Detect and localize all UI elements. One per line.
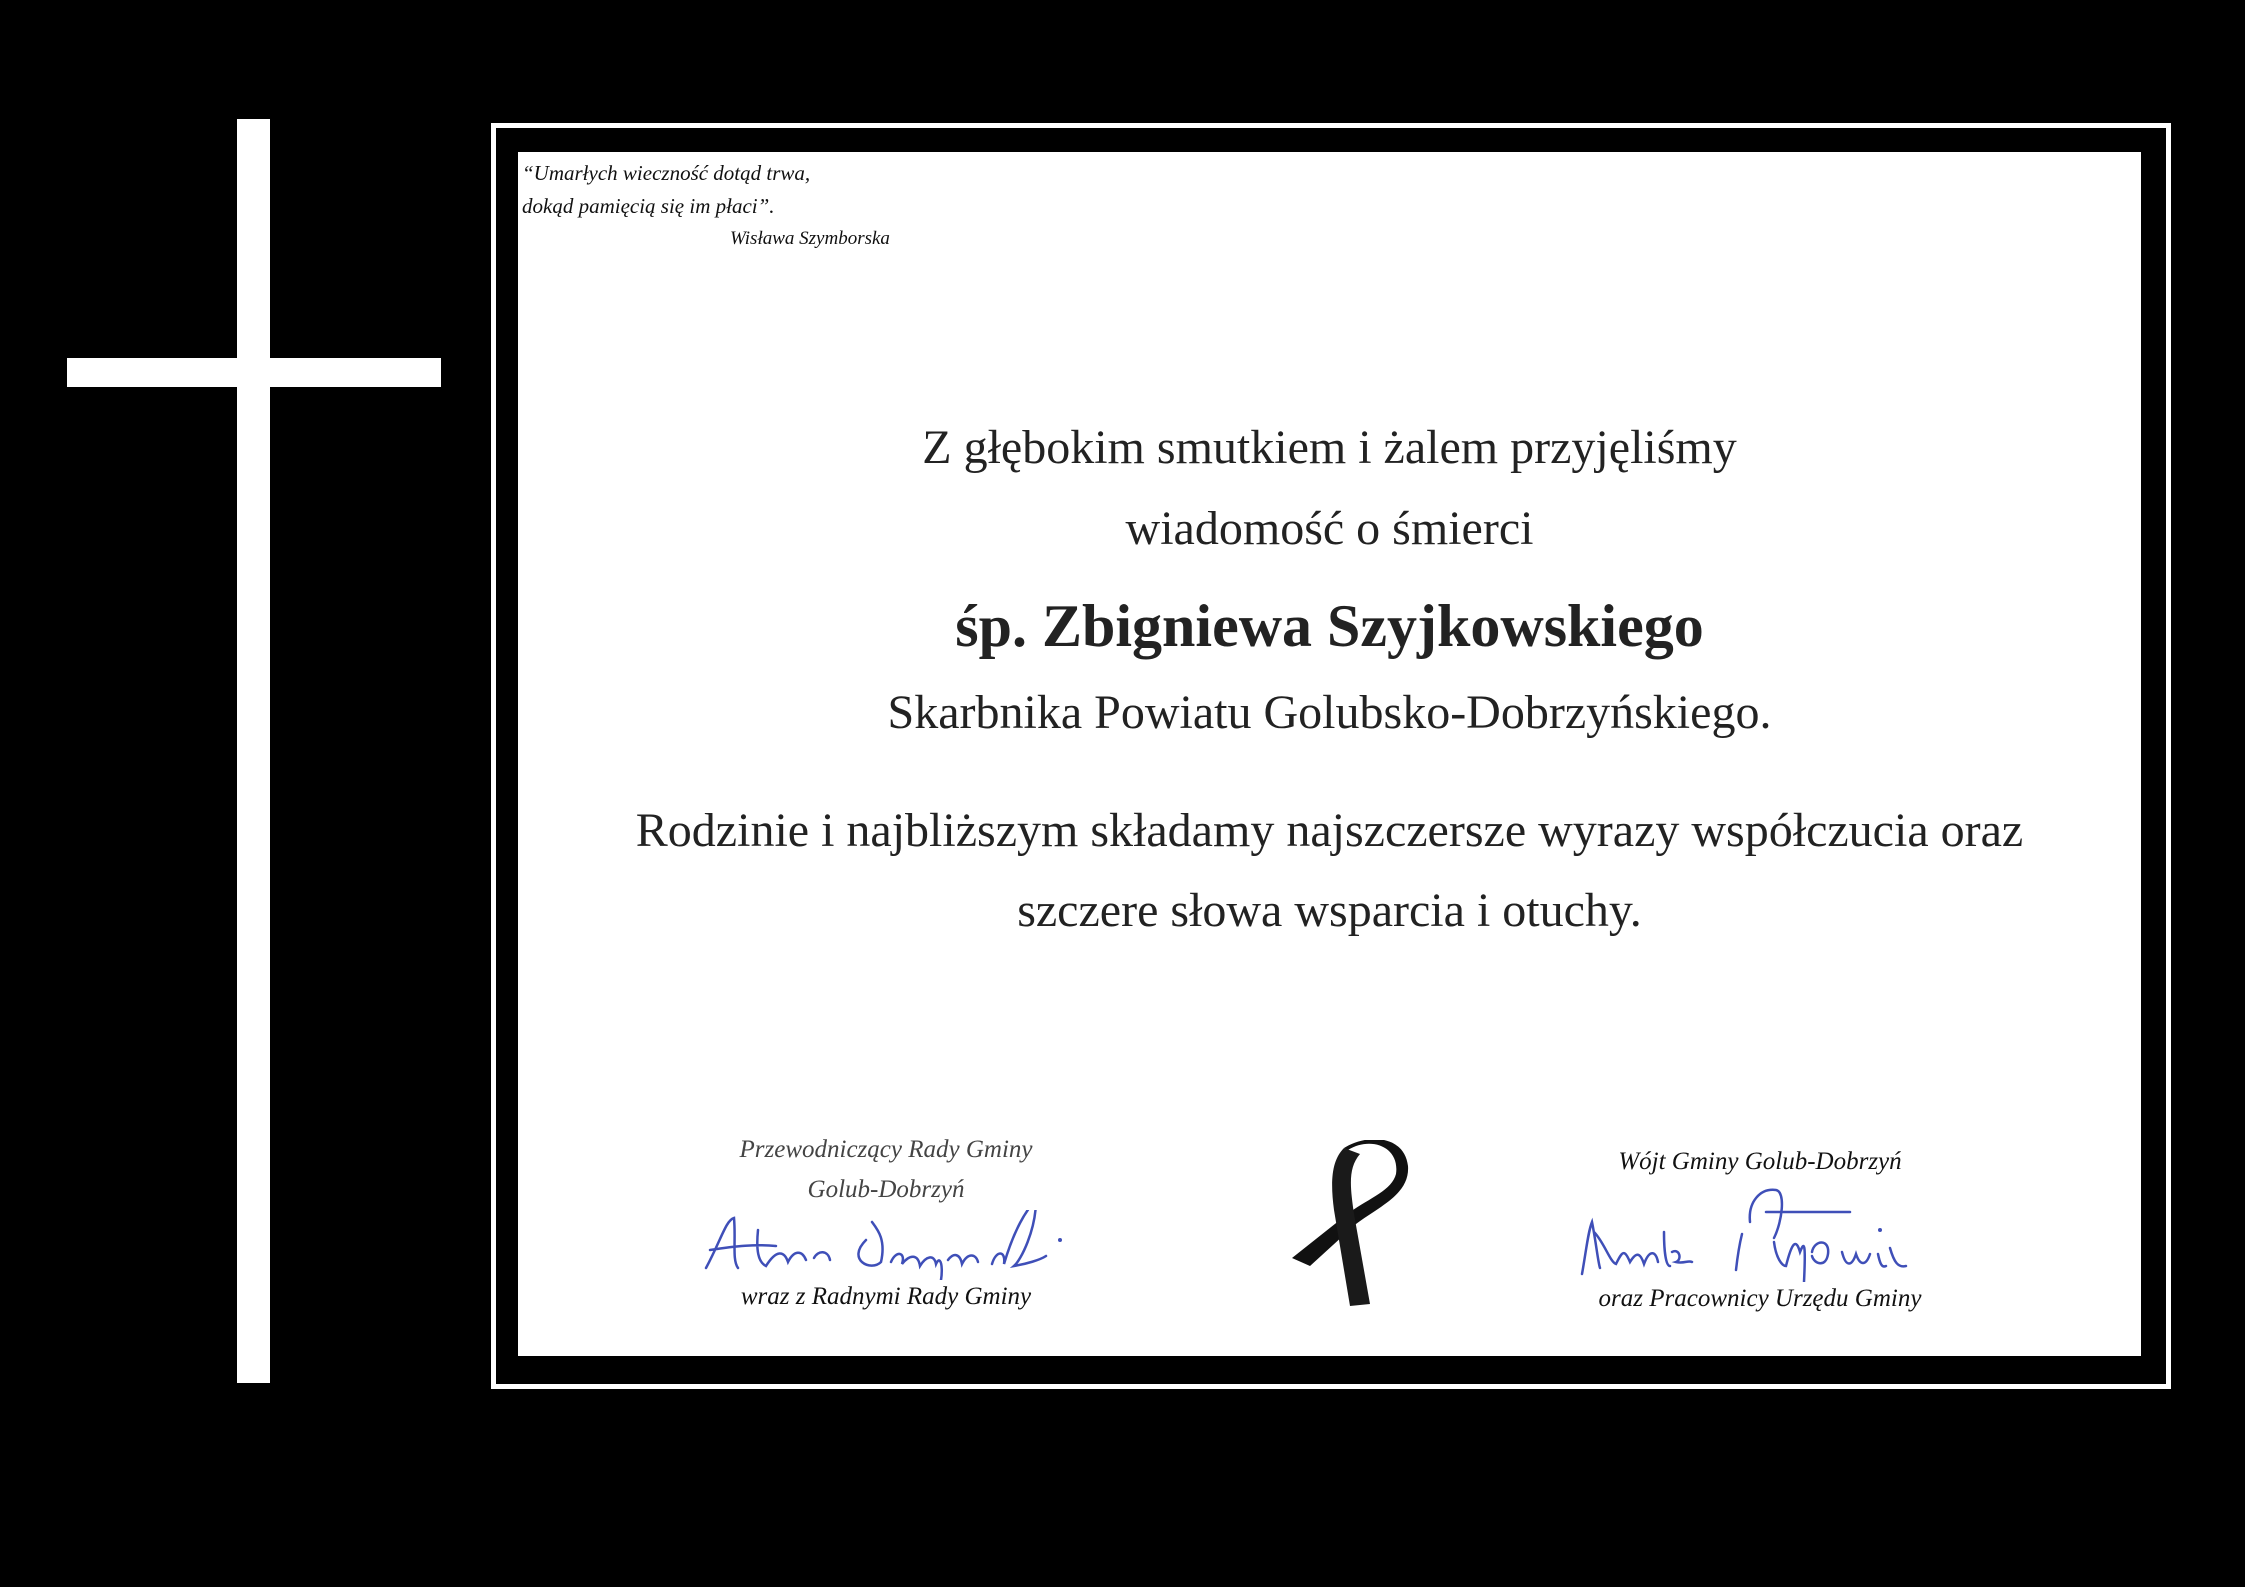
message-line-2: wiadomość o śmierci	[1125, 502, 1534, 555]
signature-block-council-chair	[681, 1130, 1091, 1314]
deceased-name: śp. Zbigniewa Szyjkowskiego	[955, 593, 1704, 659]
cross-icon-horizontal-bar	[67, 358, 441, 387]
mourning-ribbon-icon	[1270, 1140, 1410, 1310]
signer-footer: wraz z Radnymi Rady Gminy	[740, 1283, 1032, 1310]
signer-title-line-2: Golub-Dobrzyń	[807, 1176, 965, 1203]
signer-footer: oraz Pracownicy Urzędu Gminy	[1598, 1285, 1922, 1312]
message-line-1: Z głębokim smutkiem i żalem przyjęliśmy	[922, 421, 1737, 474]
handwritten-signature-icon	[696, 1210, 1076, 1280]
condolence-line-1: Rodzinie i najbliższym składamy najszczersze wyrazy współczucia oraz	[635, 804, 2024, 857]
quote-line-1: “Umarłych wieczność dotąd trwa,	[522, 161, 811, 185]
quote-line-2: dokąd pamięcią się im płaci”.	[522, 194, 775, 218]
epigraph-quote	[522, 157, 890, 255]
condolence-line-2: szczere słowa wsparcia i otuchy.	[1017, 884, 1642, 937]
handwritten-signature-icon	[1560, 1182, 1960, 1282]
quote-author: Wisława Szymborska	[730, 228, 890, 249]
deceased-role: Skarbnika Powiatu Golubsko-Dobrzyńskiego.	[887, 686, 1772, 739]
signer-title-line-1: Przewodniczący Rady Gminy	[739, 1136, 1033, 1163]
cross-icon-vertical-bar	[237, 119, 270, 1383]
obituary-panel	[518, 152, 2141, 1356]
signature-block-mayor	[1540, 1142, 1980, 1316]
signer-title: Wójt Gminy Golub-Dobrzyń	[1618, 1148, 1902, 1175]
